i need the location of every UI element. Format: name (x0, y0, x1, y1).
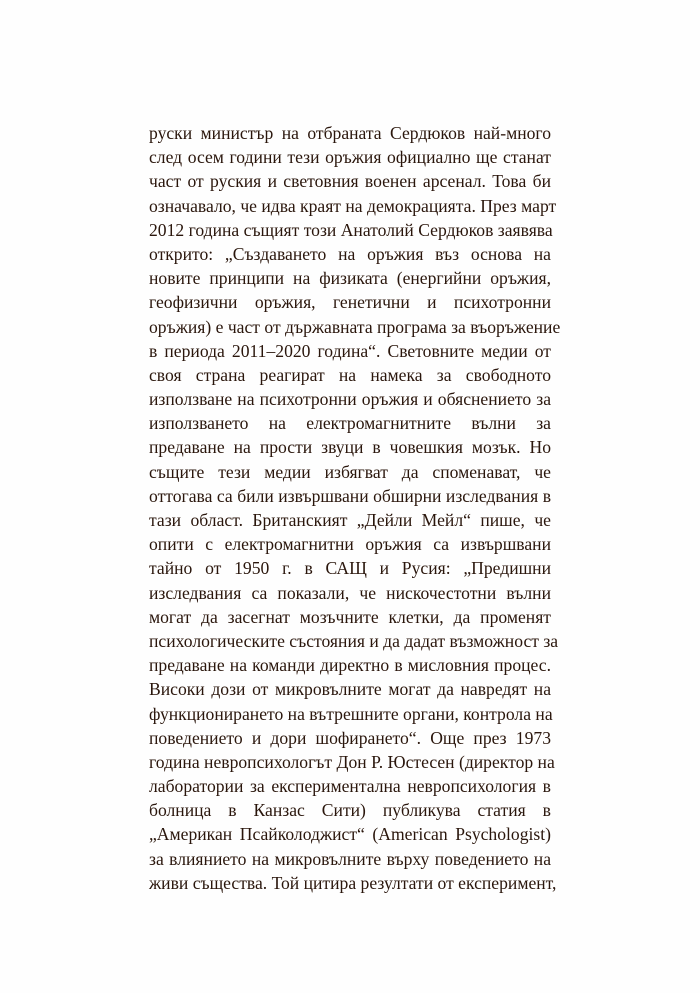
body-text (149, 121, 561, 895)
text-line: оръжия) е част от държавната програма за въоръжение (149, 316, 561, 337)
text-line: след осем години тези оръжия официално ще станат (149, 147, 551, 168)
text-line: тази област. Британският „Дейли Мейл“ пише, че (149, 510, 551, 530)
text-line: използването на електромагнитните вълни за (149, 413, 551, 434)
text-line: болница в Канзас Сити) публикува статия в (149, 800, 551, 821)
text-line: използване на психотронни оръжия и обяснението за (149, 389, 551, 410)
text-line: оттогава са били извършвани обширни изследвания в (149, 485, 551, 506)
text-line: открито: „Създаването на оръжия въз основа на (149, 243, 551, 264)
text-line: „Американ Псайколоджист“ (American Psychologist) (149, 824, 551, 845)
text-line: означавало, че идва краят на демокрацията. През март (149, 195, 557, 216)
text-line: Високи дози от микровълните могат да навредят на (149, 679, 551, 700)
text-line: могат да засегнат мозъчните клетки, да променят (149, 606, 551, 627)
text-line: функционирането на вътрешните органи, контрола на (149, 703, 553, 724)
text-line: руски министър на отбраната Сердюков най-много (149, 123, 551, 143)
text-line: година невропсихологът Дон Р. Юстесен (директор на (149, 751, 555, 772)
text-line: психологическите състояния и да дадат възможност за (149, 630, 559, 651)
text-line: част от руския и световния военен арсенал. Това би (149, 171, 551, 192)
text-line: предаване на прости звуци в човешкия мозък. Но (149, 437, 551, 458)
text-line: 2012 година същият този Анатолий Сердюков заявява (149, 219, 553, 240)
text-line: геофизични оръжия, генетични и психотронни (149, 292, 551, 313)
text-line: тайно от 1950 г. в САЩ и Русия: „Предишни (149, 558, 551, 579)
text-line: същите тези медии избягват да споменават, че (149, 461, 551, 482)
text-line: живи същества. Той цитира резултати от експеримент, (149, 872, 557, 893)
text-line: своя страна реагират на намека за свободното (149, 364, 551, 385)
text-line: поведението и дори шофирането“. Още през 1973 (149, 727, 551, 748)
text-line: лаборатории за експериментална невропсихология в (149, 776, 551, 797)
text-line: опити с електромагнитни оръжия са извършвани (149, 534, 551, 555)
text-line: предаване на команди директно в мисловния процес. (149, 655, 551, 676)
text-line: изследвания са показали, че нискочестотни вълни (149, 582, 551, 603)
text-line: новите принципи на физиката (енергийни оръжия, (149, 268, 551, 289)
text-line: за влиянието на микровълните върху поведението на (149, 848, 551, 869)
text-line: в периода 2011–2020 година“. Световните медии от (149, 340, 551, 361)
